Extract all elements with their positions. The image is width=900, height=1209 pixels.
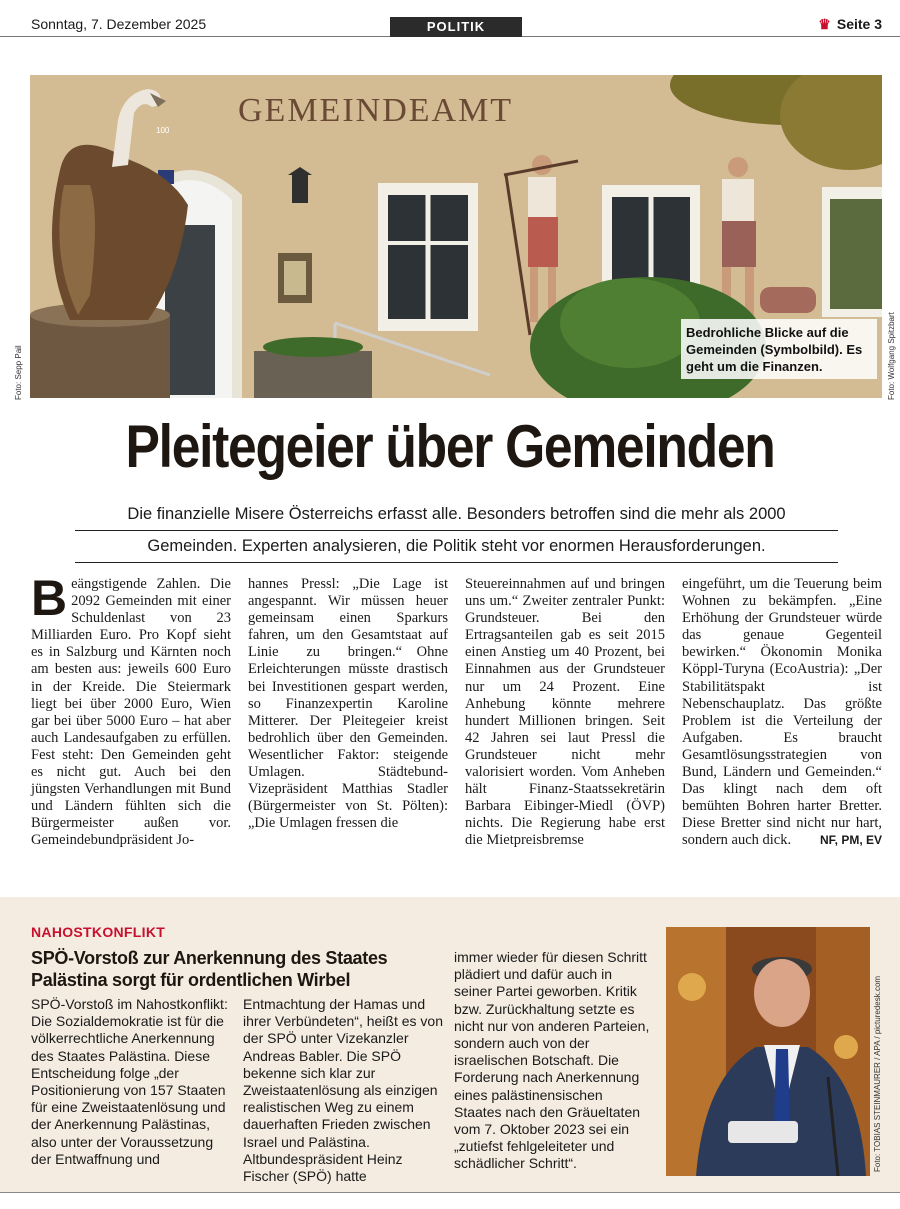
column-1-text: eängstigende Zahlen. Die 2092 Gemeinden mit einer Schuldenlast von 23 Milliarden Euro. Pro Kopf sieht es in Salzburg und Kärnten noch am besten aus: jeweils 600 Euro in der Kreide. Die Steiermark liegt bei über 2000 Euro, Wien gar bei über 5000 Euro – hat aber auch Landesaufgaben zu erfüllen. Fest steht: Den Gemeinden geht es nicht gut. Auch bei den jüngsten Verhandlungen mit Bund und Ländern fühlten sich die Bürgermeister außen vor. Gemeindebundpräsident Jo- [31,576,231,849]
lead-line-1: Die finanzielle Misere Österreichs erfasst alle. Besonders betroffen sind die mehr als 2000 [75,499,838,531]
page-label: Seite 3 [836,16,882,32]
article-column-2: hannes Pressl: „Die Lage ist angespannt. Wir müssen heuer gemeinsam einen Sparkurs fahren, um den Gesamtstaat auf Linie zu bringen.“ Ohne Erleichterungen müsste drastisch bei Investitionen gespart werden, so Finanzexpertin Karoline Mitterer. Der Pleitegeier kreist bedrohlich über den Gemeinden. Wesentlicher Faktor: steigende Umlagen. Städtebund-Vizepräsident Matthias Stadler (Bürgermeister von St. Pölten): „Die Umlagen fressen die [248,576,448,832]
column-4-text: eingeführt, um die Teuerung beim Wohnen zu bekämpfen. „Eine Erhöhung der Grundsteuer würde das genaue Gegenteil bewirken.“ Ökonomin Monika Köppl-Turyna (EcoAustria): „Der Stabilitätspakt ist Nebenschauplatz. Das größte Problem ist die Verteilung der Aufgaben. Es braucht Gesamtlösungsstrategien von Bund, Ländern und Gemeinden.“ Das klingt nach dem oft bemühten Bohren harter Bretter. Diese Bretter sind nicht nur hart, sondern auch dick. [682,576,882,849]
drop-cap: B [31,570,68,626]
article-column-4 [682,576,882,850]
author-initials: NF, PM, EV [819,833,882,848]
photo-credit-right: Foto: Wolfgang Spitzbart [887,312,896,400]
page-bottom-rule [0,1192,900,1193]
image-caption: Bedrohliche Blicke auf die Gemeinden (Symbolbild). Es geht um die Finanzen. [686,325,863,374]
side-story-column-1: SPÖ-Vorstoß im Nahostkonflikt: Die Sozialdemokratie ist für die völkerrechtliche Anerkennung des Staates Palästina. Diese Entscheidung folge „der Positionierung von 157 Staaten für eine Zweistaatenlösung und der Anerkennung Palästinas, also unter der Voraussetzung der Entwaffnung und [31,996,228,1167]
issue-date: Sonntag, 7. Dezember 2025 [31,16,207,32]
side-story-column-3: immer wieder für diesen Schritt plädiert und dafür auch in seiner Partei geworben. Kritik bzw. Zurückhaltung setzte es nicht nur von anderen Parteien, sondern auch von der israelischen Botschaft. Die Forderung nach Anerkennung eines palästinensischen Staates nach den Gräueltaten vom 7. Oktober 2023 sei ein „zutiefst fehlgeleiteter und schädlicher Schritt“. [454,949,650,1172]
politician-photo [666,927,870,1176]
side-story-title: SPÖ-Vorstoß zur Anerkennung des Staates Palästina sorgt für ordentlichen Wirbel [31,948,388,990]
crown-icon: ♛ [818,16,831,32]
lead-paragraph [75,499,838,563]
photo-credit-box: Foto: TOBIAS STEINMAURER / APA / picturedesk.com [873,975,882,1172]
gemeindeamt-sign: GEMEINDEAMT [238,92,514,129]
house-number: 100 [156,126,170,135]
photo-credit-left: Foto: Sepp Pail [14,345,23,400]
side-story-kicker: NAHOSTKONFLIKT [31,924,166,940]
lead-line-2: Gemeinden. Experten analysieren, die Politik steht vor enormen Herausforderungen. [75,531,838,563]
headline: Pleitegeier über Gemeinden [125,413,775,480]
section-label: POLITIK [390,17,522,37]
article-column-3: Steuereinnahmen auf und bringen uns um.“ Zweiter zentraler Punkt: Grundsteuer. Bei den Ertragsanteilen gab es seit 2015 einen Anstieg um 40 Prozent, bei Einnahmen aus der Grundsteuer nur um 24 Prozent. Eine Anhebung könnte mehrere hundert Millionen bringen. Seit 42 Jahren sei laut Pressl die Grundsteuer nicht mehr valorisiert worden. Vom Anheben hält Finanz-Staatssekretärin Barbara Eibinger-Miedl (ÖVP) nichts. Die Regierung habe erst die Mietpreisbremse [465,576,665,849]
side-story-column-2: Entmachtung der Hamas und ihrer Verbündeten“, heißt es von der SPÖ unter Vizekanzler Andreas Babler. Die SPÖ bekenne sich klar zur Zweistaatenlösung als einzigen realistischen Weg zu einem dauerhaften Frieden zwischen Israel und Palästina. Altbundespräsident Heinz Fischer (SPÖ) hatte [243,996,444,1185]
page-number [818,16,882,33]
article-column-1 [31,570,231,850]
